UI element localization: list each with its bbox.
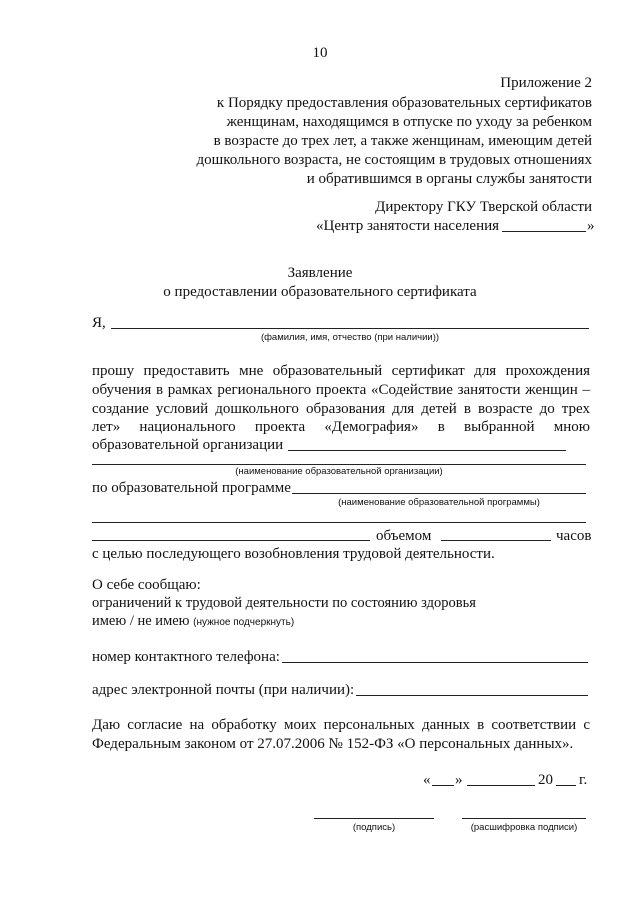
date-quote-open: « [423,772,431,788]
appendix-title: Приложение 2 [500,75,592,91]
program-field-3[interactable] [92,540,370,541]
date-year-field[interactable] [556,785,576,786]
hours-label: часов [556,528,592,544]
date-year-suffix: г. [579,772,588,788]
have-hint: (нужное подчеркнуть) [193,617,295,628]
purpose-text: с целью последующего возобновления трудовой деятельности. [92,546,495,562]
appendix-line: и обратившимся в органы службы занятости [306,171,592,187]
email-field[interactable] [356,695,588,696]
body-line: создание условий дошкольного образования для детей в возрасте до трех [92,401,590,417]
addressee-director: Директору ГКУ Тверской области [375,199,592,215]
program-field-1[interactable] [292,493,586,494]
program-label: по образовательной программе [92,480,291,496]
addressee-center-suffix: » [587,218,595,234]
document-title: Заявление [287,265,353,281]
body-line: прошу предоставить мне образовательный сертификат для прохождения [92,363,590,379]
have-not-options[interactable]: имею / не имею [92,613,190,629]
program-field-2[interactable] [92,522,586,523]
page-number: 10 [312,45,328,61]
document-subtitle: о предоставлении образовательного сертификата [163,284,477,300]
body-line: образовательной организации [92,437,284,453]
hours-field[interactable] [441,540,551,541]
body-line: обучения в рамках регионального проекта «Содействие занятости женщин – [92,382,590,398]
organization-field-1[interactable] [288,450,566,451]
signature-decode-field[interactable] [462,818,586,819]
signature-decode-hint: (расшифровка подписи) [470,822,578,833]
date-quote-close: » [455,772,463,788]
applicant-name-hint: (фамилия, имя, отчество (при наличии)) [260,332,440,343]
appendix-line: дошкольного возраста, не состоящим в трудовых отношениях [196,152,592,168]
health-text: ограничений к трудовой деятельности по состоянию здоровья [92,595,476,611]
about-title: О себе сообщаю: [92,577,201,593]
signature-field[interactable] [314,818,434,819]
have-option [92,612,294,630]
organization-field-2[interactable] [92,464,586,465]
signature-hint: (подпись) [352,822,396,833]
phone-field[interactable] [282,662,588,663]
date-month-field[interactable] [467,785,535,786]
program-hint: (наименование образовательной программы) [338,497,540,508]
appendix-line: к Порядку предоставления образовательных сертификатов [216,95,592,111]
appendix-line: в возрасте до трех лет, а также женщинам, имеющим детей [213,133,592,149]
addressee-center-prefix: «Центр занятости населения [316,218,500,234]
organization-hint: (наименование образовательной организации) [235,466,443,477]
body-line: лет» национального проекта «Демография» в выбранной мною [92,419,590,435]
phone-label: номер контактного телефона: [92,649,280,665]
applicant-prefix: Я, [92,315,106,331]
email-label: адрес электронной почты (при наличии): [92,682,355,698]
applicant-name-field[interactable] [111,328,589,329]
date-day-field[interactable] [432,785,454,786]
center-name-field[interactable] [502,231,586,232]
volume-label: объемом [376,528,432,544]
consent-line: Даю согласие на обработку моих персональных данных в соответствии с [92,717,590,733]
date-year-prefix: 20 [538,772,553,788]
consent-line: Федеральным законом от 27.07.2006 № 152-ФЗ «О персональных данных». [92,736,574,752]
appendix-line: женщинам, находящимся в отпуске по уходу за ребенком [226,114,592,130]
